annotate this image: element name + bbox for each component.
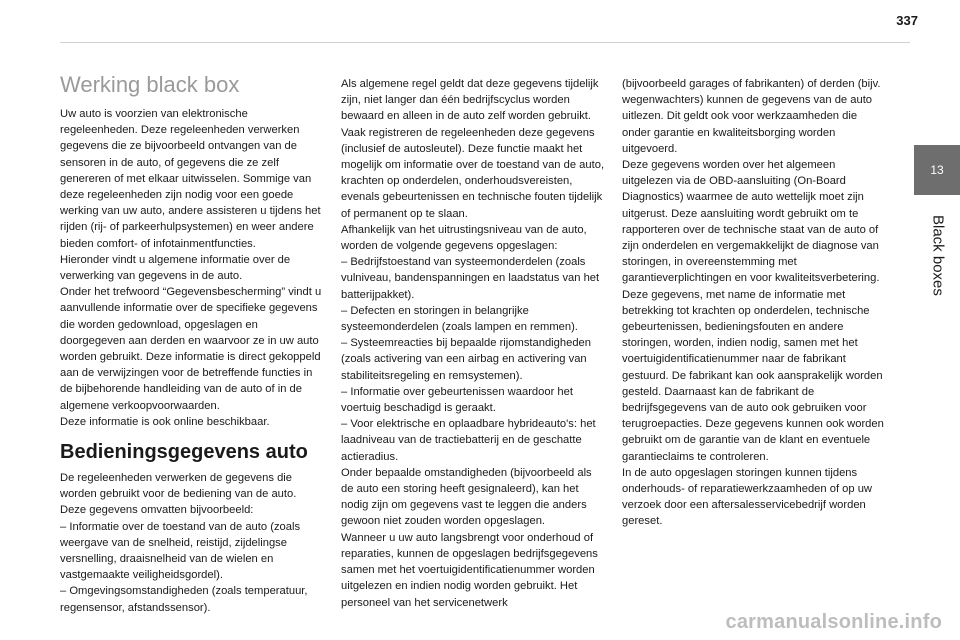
paragraph: Onder het trefwoord “Gegevensbescherming” vindt u aanvullende informatie over de specifieke gegevens die worden gedownload, opgeslagen en doorgegeven aan derden en waarvoor ze in uw auto worden gebruikt. Deze informatie is direct gekoppeld aan de verwijzingen voor de betreffende functies in de bijbehorende handleiding van de auto of in de algemene verkoopvoorwaarden.: [60, 286, 322, 412]
chapter-tab[interactable]: [914, 145, 960, 195]
text-column-2: [341, 76, 606, 611]
list-item: – Voor elektrische en oplaadbare hybrideauto's: het laadniveau van de tractiebatterij en de geschatte actieradius.: [341, 418, 596, 463]
paragraph: (bijvoorbeeld garages of fabrikanten) of derden (bijv. wegenwachters) kunnen de gegevens van de auto uitlezen. Dit geldt ook voor werkzaamheden die onder garantie en kwaliteitsborging worden uitgevoerd.: [622, 78, 881, 155]
paragraph: De regeleenheden verwerken de gegevens die worden gebruikt voor de bediening van de auto.: [60, 472, 297, 501]
text-column-3: [622, 76, 887, 530]
paragraph: In de auto opgeslagen storingen kunnen tijdens onderhouds- of reparatiewerkzaamheden of op uw verzoek door een aftersalesservicebedrijf worden gereset.: [622, 466, 873, 528]
text-column-1: [60, 72, 325, 616]
list-item: – Systeemreacties bij bepaalde rijomstandigheden (zoals activering van een airbag en activering van stabiliteitsregeling en remsystemen).: [341, 337, 592, 382]
list-item: – Defecten en storingen in belangrijke systeemonderdelen (zoals lampen en remmen).: [341, 304, 578, 334]
watermark: carmanualsonline.info: [725, 611, 942, 633]
paragraph: Uw auto is voorzien van elektronische regeleenheden. Deze regeleenheden verwerken gegevens die ze bijvoorbeeld ontvangen van de sensoren in de auto, of gegevens die ze zelf genereren of met elkaar uitwisselen. Sommige van deze regeleenheden zijn nodig voor een goede werking van uw auto, andere assisteren u tijdens het rijden (rij- of parkeerhulpsystemen) en weer andere bieden comfort- of infotainmentfuncties.: [60, 108, 321, 250]
paragraph: Afhankelijk van het uitrustingsniveau van de auto, worden de volgende gegevens opgeslagen:: [341, 223, 587, 253]
list-item: – Informatie over de toestand van de auto (zoals weergave van de snelheid, reistijd, zijdelingse versnelling, draaisnelheid van de wielen en vastgemaakte veiligheidsgordel).: [60, 520, 301, 582]
paragraph: Hieronder vindt u algemene informatie over de verwerking van gegevens in de auto.: [60, 253, 291, 283]
paragraph: Onder bepaalde omstandigheden (bijvoorbeeld als de auto een storing heeft gesignaleerd), kan het nodig zijn om gegevens vast te leggen die anders gewoon niet zouden worden opgeslagen.: [341, 466, 592, 528]
paragraph: Wanneer u uw auto langsbrengt voor onderhoud of reparaties, kunnen de opgeslagen bedrijfsgegevens samen met het voertuigidentificatienummer worden uitgelezen en indien nodig worden gebruikt. Het personeel van het servicenetwerk: [341, 531, 598, 609]
chapter-title: Black boxes: [929, 214, 947, 296]
page-number: 337: [896, 13, 918, 28]
list-item: – Omgevingsomstandigheden (zoals temperatuur, regensensor, afstandssensor).: [60, 585, 308, 614]
paragraph: Deze gegevens omvatten bijvoorbeeld:: [60, 504, 254, 517]
chapter-title-vertical: [918, 200, 958, 310]
header-divider: [60, 42, 910, 43]
list-item: – Bedrijfstoestand van systeemonderdelen (zoals vulniveau, bandenspanningen en laadstatus van het batterijpakket).: [341, 256, 600, 301]
list-item: – Informatie over gebeurtenissen waardoor het voertuig beschadigd is geraakt.: [341, 385, 573, 415]
subsection-title: Bedieningsgegevens auto: [60, 441, 308, 464]
paragraph: Deze informatie is ook online beschikbaar.: [60, 415, 270, 428]
chapter-number: 13: [930, 163, 944, 177]
section-title: Werking black box: [60, 72, 240, 97]
paragraph: Als algemene regel geldt dat deze gegevens tijdelijk zijn, niet langer dan één bedrijfscyclus worden bewaard en alleen in de auto zelf worden gebruikt. Vaak registreren de regeleenheden deze gegevens (inclusief de autosleutel). Deze functie maakt het mogelijk om informatie over de toestand van de auto, krachten op onderdelen, onderhoudsvereisten, evenals gebeurtenissen en technische fouten tijdelijk of permanent op te slaan.: [341, 78, 605, 220]
paragraph: Deze gegevens worden over het algemeen uitgelezen via de OBD-aansluiting (On-Board Diagnostics) waarmee de auto wettelijk moet zijn uitgerust. Deze aansluiting wordt gebruikt om te rapporteren over de technische staat van de auto of zijn onderdelen en vergemakkelijkt de diagnose van storingen, in overeenstemming met garantieverplichtingen en voor kwaliteitsverbetering. Deze gegevens, met name de informatie met betrekking tot krachten op onderdelen, technische gebeurtenissen, bedieningsfouten en andere storingen, worden, indien nodig, samen met het voertuigidentificatienummer naar de fabrikant gestuurd. De fabrikant kan ook aansprakelijk worden gesteld. Daarnaast kan de fabrikant de bedrijfsgegevens van de auto ook gebruiken voor terugroepacties. Deze gegevens kunnen ook worden gebruikt om de garantie van de klant en eventuele garantieclaims te controleren.: [622, 159, 884, 463]
